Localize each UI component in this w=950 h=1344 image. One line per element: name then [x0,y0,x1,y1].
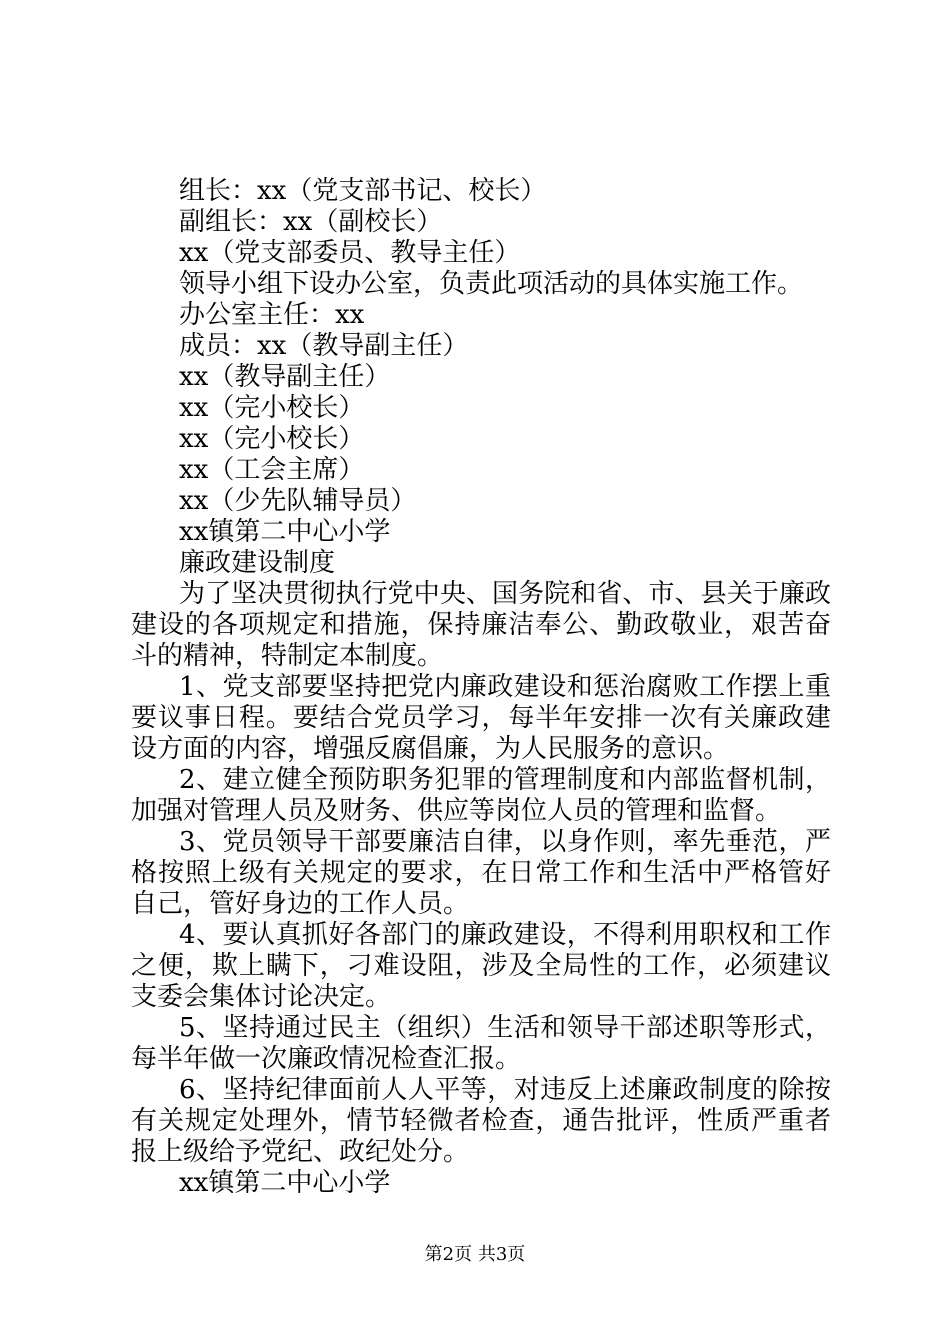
regulation-intro: 为了坚决贯彻执行党中央、国务院和省、市、县关于廉政建设的各项规定和措施，保持廉洁奉公、勤政敬业，艰苦奋斗的精神，特制定本制度。 [131,579,831,671]
regulation-item: 5、坚持通过民主（组织）生活和领导干部述职等形式，每半年做一次廉政情况检查汇报。 [131,1013,831,1074]
leader-line: 组长：xx（党支部书记、校长） [179,176,547,206]
member-line: xx（工会主席） [179,455,365,485]
member-line: xx（教导副主任） [179,362,391,392]
page-footer: 第2页 共3页 [424,1244,526,1265]
regulation-item: 6、坚持纪律面前人人平等，对违反上述廉政制度的除按有关规定处理外，情节轻微者检查，通告批评，性质严重者报上级给予党纪、政纪处分。 [131,1075,831,1167]
regulation-item: 3、党员领导干部要廉洁自律，以身作则，率先垂范，严格按照上级有关规定的要求，在日常工作和生活中严格管好自己，管好身边的工作人员。 [131,827,831,919]
regulation-item: 1、党支部要坚持把党内廉政建设和惩治腐败工作摆上重要议事日程。要结合党员学习，每半年安排一次有关廉政建设方面的内容，增强反腐倡廉，为人民服务的意识。 [131,672,831,764]
member-line: xx（完小校长） [179,393,365,423]
member-line: xx（少先队辅导员） [179,486,417,516]
regulation-title: 廉政建设制度 [179,548,336,578]
regulation-item: 4、要认真抓好各部门的廉政建设，不得利用职权和工作之便，欺上瞒下，刁难设阻，涉及全局性的工作，必须建议支委会集体讨论决定。 [131,920,831,1012]
document-body [131,176,831,1199]
member-line: xx（完小校长） [179,424,365,454]
member-line: 成员：xx（教导副主任） [179,331,469,361]
signature-line: xx镇第二中心小学 [179,1168,391,1198]
office-note-line: 领导小组下设办公室，负责此项活动的具体实施工作。 [179,269,804,299]
office-director-line: 办公室主任：xx [179,300,365,330]
regulation-item: 2、建立健全预防职务犯罪的管理制度和内部监督机制，加强对管理人员及财务、供应等岗位人员的管理和监督。 [131,765,831,826]
deputy-leader-line-2: xx（党支部委员、教导主任） [179,238,521,268]
deputy-leader-line: 副组长：xx（副校长） [179,207,443,237]
school-name-line: xx镇第二中心小学 [179,517,391,547]
